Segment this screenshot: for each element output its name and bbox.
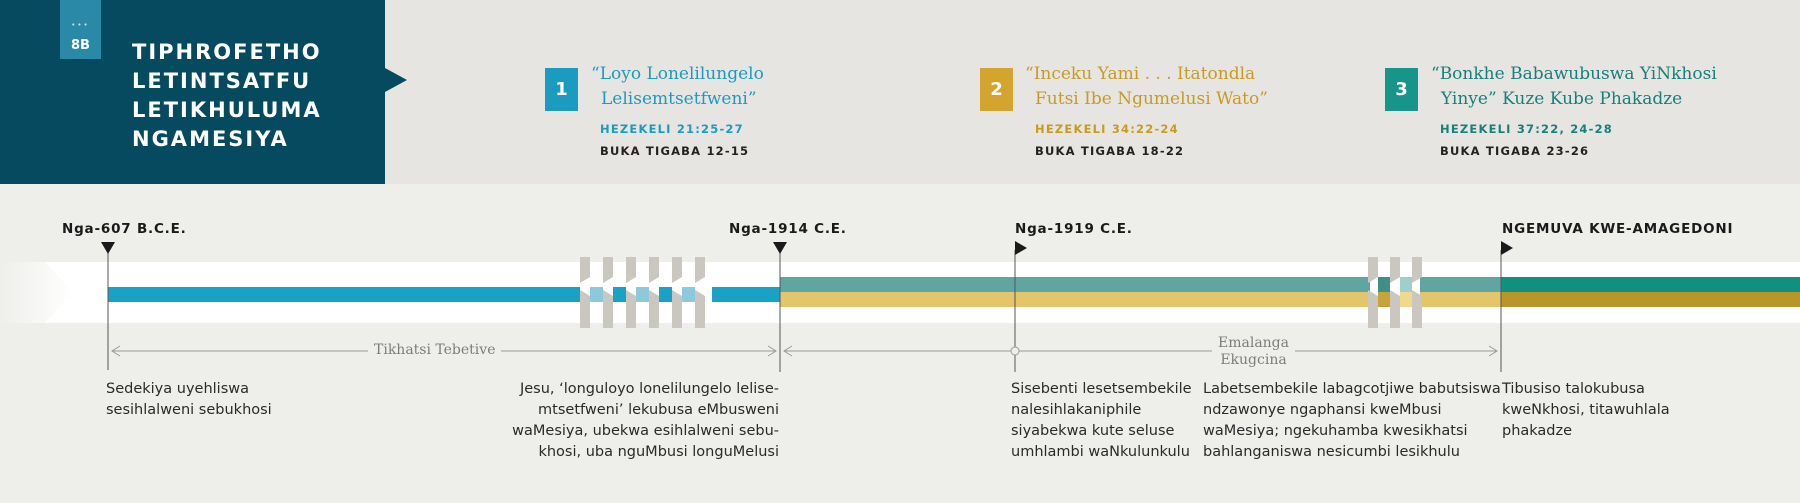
timeline-line-gold bbox=[1420, 292, 1501, 307]
right-triangle-icon bbox=[1015, 241, 1027, 255]
span-label-emalanga bbox=[1212, 335, 1295, 369]
caption-line: kweNkhosi, titawuhlala bbox=[1502, 402, 1670, 418]
timeline-line-dark-teal bbox=[1501, 277, 1800, 292]
caption-1914 bbox=[500, 379, 779, 463]
prophecy-title-line: “Bonkhe Babawubuswa YiNkhosi bbox=[1431, 64, 1717, 84]
caption-line: nalesihlakaniphile bbox=[1011, 402, 1142, 418]
prophecy-title-line: Yinye” Kuze Kube Phakadze bbox=[1441, 89, 1683, 109]
title-line: NGAMESIYA bbox=[132, 127, 289, 151]
caption-line: Tibusiso talokubusa bbox=[1502, 381, 1645, 397]
right-triangle-icon bbox=[1501, 241, 1513, 255]
caption-line: waMesiya, ubekwa esihlalweni sebu- bbox=[512, 423, 779, 439]
timeline-line-blue bbox=[108, 287, 580, 302]
prophecy-number: 2 bbox=[980, 68, 1013, 111]
prophecy-chapter: BUKA TIGABA 18-22 bbox=[1035, 144, 1185, 158]
caption-line: sesihlalweni sebukhosi bbox=[106, 402, 272, 418]
date-label-607: Nga-607 B.C.E. bbox=[62, 221, 187, 237]
badge-dots: ••• bbox=[71, 21, 90, 29]
prophecy-title-line: Futsi Ibe Ngumelusi Wato” bbox=[1035, 89, 1268, 109]
caption-line: Sisebenti lesetsembekile bbox=[1011, 381, 1192, 397]
timeline-line-gold bbox=[780, 292, 1370, 307]
timeline-line-dark-gold bbox=[1501, 292, 1800, 307]
date-label-1919: Nga-1919 C.E. bbox=[1015, 221, 1133, 237]
caption-line: ndzawonye ngaphansi kweMbusi bbox=[1203, 402, 1442, 418]
caption-line: khosi, uba nguMbusi longuMelusi bbox=[538, 444, 779, 460]
caption-line: Labetsembekile labagcotjiwe babutsiswa bbox=[1203, 381, 1501, 397]
caption-line: bahlanganiswa nesicumbi lesikhulu bbox=[1203, 444, 1460, 460]
caption-line: siyabekwa kute seluse bbox=[1011, 423, 1175, 439]
caption-line: mtsetfweni’ lekubusa eMbusweni bbox=[538, 402, 779, 418]
caption-1919-servant bbox=[1011, 379, 1192, 463]
title-line: TIPHROFETHO bbox=[132, 40, 322, 64]
timeline-line-teal bbox=[780, 277, 1370, 292]
caption-line: Jesu, ‘longuloyo lonelilungelo lelise- bbox=[519, 381, 779, 397]
date-label-armageddon: NGEMUVA KWE-AMAGEDONI bbox=[1502, 221, 1734, 237]
date-label-1914: Nga-1914 C.E. bbox=[729, 221, 847, 237]
caption-1919-anointed bbox=[1203, 379, 1501, 463]
prophecy-number: 3 bbox=[1385, 68, 1418, 111]
span-arrow-emalanga bbox=[784, 346, 1497, 356]
span-label-line: Emalanga bbox=[1218, 335, 1289, 351]
caption-607 bbox=[106, 379, 272, 421]
prophecy-chapter: BUKA TIGABA 12-15 bbox=[600, 144, 750, 158]
prophecy-number: 1 bbox=[545, 68, 578, 111]
span-label-tikhatsi: Tikhatsi Tebetive bbox=[368, 342, 501, 359]
title-line: LETIKHULUMA bbox=[132, 98, 322, 122]
prophecy-title-line: “Inceku Yami . . . Itatondla bbox=[1025, 64, 1256, 84]
prophecy-chapter: BUKA TIGABA 23-26 bbox=[1440, 144, 1590, 158]
caption-after-armageddon bbox=[1502, 379, 1670, 442]
caption-line: umhlambi waNkulunkulu bbox=[1011, 444, 1190, 460]
timeline-line-teal bbox=[1420, 277, 1501, 292]
caption-line: Sedekiya uyehliswa bbox=[106, 381, 249, 397]
caption-line: phakadze bbox=[1502, 423, 1573, 439]
title-line: LETINTSATFU bbox=[132, 69, 312, 93]
caption-line: waMesiya; ngekuhamba kwesikhatsi bbox=[1203, 423, 1468, 439]
timeline-line-blue bbox=[712, 287, 780, 302]
span-label-line: Ekugcina bbox=[1220, 352, 1287, 368]
prophecy-title-line: “Loyo Lonelilungelo bbox=[591, 64, 764, 84]
prophecy-reference: HEZEKELI 37:22, 24-28 bbox=[1440, 122, 1614, 136]
prophecy-reference: HEZEKELI 34:22-24 bbox=[1035, 122, 1179, 136]
prophecy-title-line: Lelisemtsetfweni” bbox=[601, 89, 757, 109]
down-triangle-icon bbox=[101, 242, 115, 254]
badge-label: 8B bbox=[71, 38, 90, 53]
down-triangle-icon bbox=[773, 242, 787, 254]
prophecy-reference: HEZEKELI 21:25-27 bbox=[600, 122, 744, 136]
